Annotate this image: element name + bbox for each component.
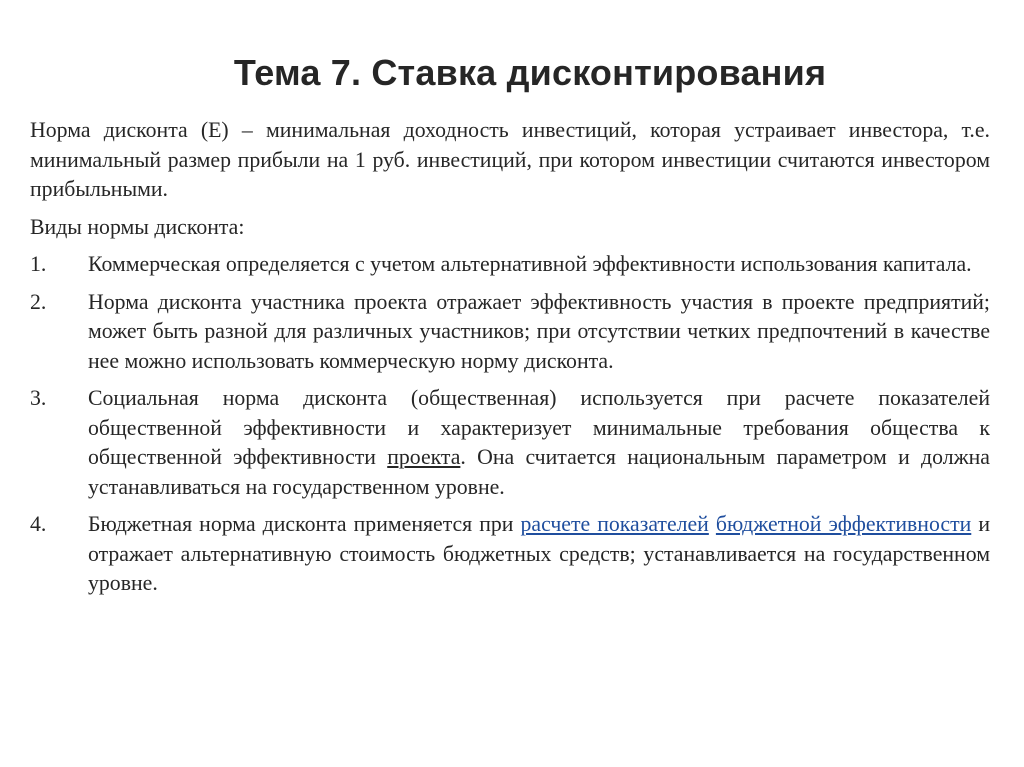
list-text-end: и отражает альтернативную стоимость бюджетных средств; устанавливается на государственном уровне. — [88, 512, 990, 595]
list-text: Коммерческая определяется с учетом альтернативной эффективности использования капитала. — [88, 252, 972, 276]
intro-paragraph: Норма дисконта (Е) – минимальная доходность инвестиций, которая устраивает инвестора, т.е. минимальный размер прибыли на 1 руб. инвестиций, при котором инвестиции считаются инвестором прибыльными. — [30, 118, 990, 201]
list-text-end: . Она считается национальным параметром и должна устанавливаться на государственном уровне. — [88, 445, 990, 499]
list-number: 2. — [30, 289, 47, 314]
list-item-1 — [30, 250, 990, 280]
list-text — [88, 384, 990, 502]
link-budget-efficiency[interactable]: бюджетной эффективности — [715, 512, 972, 536]
list-text-start: Социальная норма дисконта (общественная) используется при расчете показателей общественной эффективности и характеризует минимальные требования общества к общественной эффективности — [88, 386, 990, 469]
project-underlined-word: проекта — [387, 445, 461, 469]
list-number: 3. — [30, 386, 47, 410]
list-number: 4. — [30, 512, 47, 536]
list-item-2 — [30, 288, 990, 377]
list-item-3 — [30, 384, 990, 502]
list-text-start: Бюджетная норма дисконта применяется при — [88, 512, 521, 536]
list-number: 1. — [30, 252, 47, 276]
link-indicator-calculation[interactable]: расчете показателей — [520, 512, 709, 536]
slide-body — [30, 116, 990, 607]
list-text — [88, 510, 990, 599]
list-item-4 — [30, 510, 990, 599]
list-text: Норма дисконта участника проекта отражает эффективность участия в проекте предприятий; может быть разной для различных участников; при отсутствии четких предпочтений в качестве нее можно использовать коммерческую норму дисконта. — [88, 289, 990, 373]
slide-title: Тема 7. Ставка дисконтирования — [233, 52, 827, 93]
types-label: Виды нормы дисконта: — [30, 214, 245, 239]
